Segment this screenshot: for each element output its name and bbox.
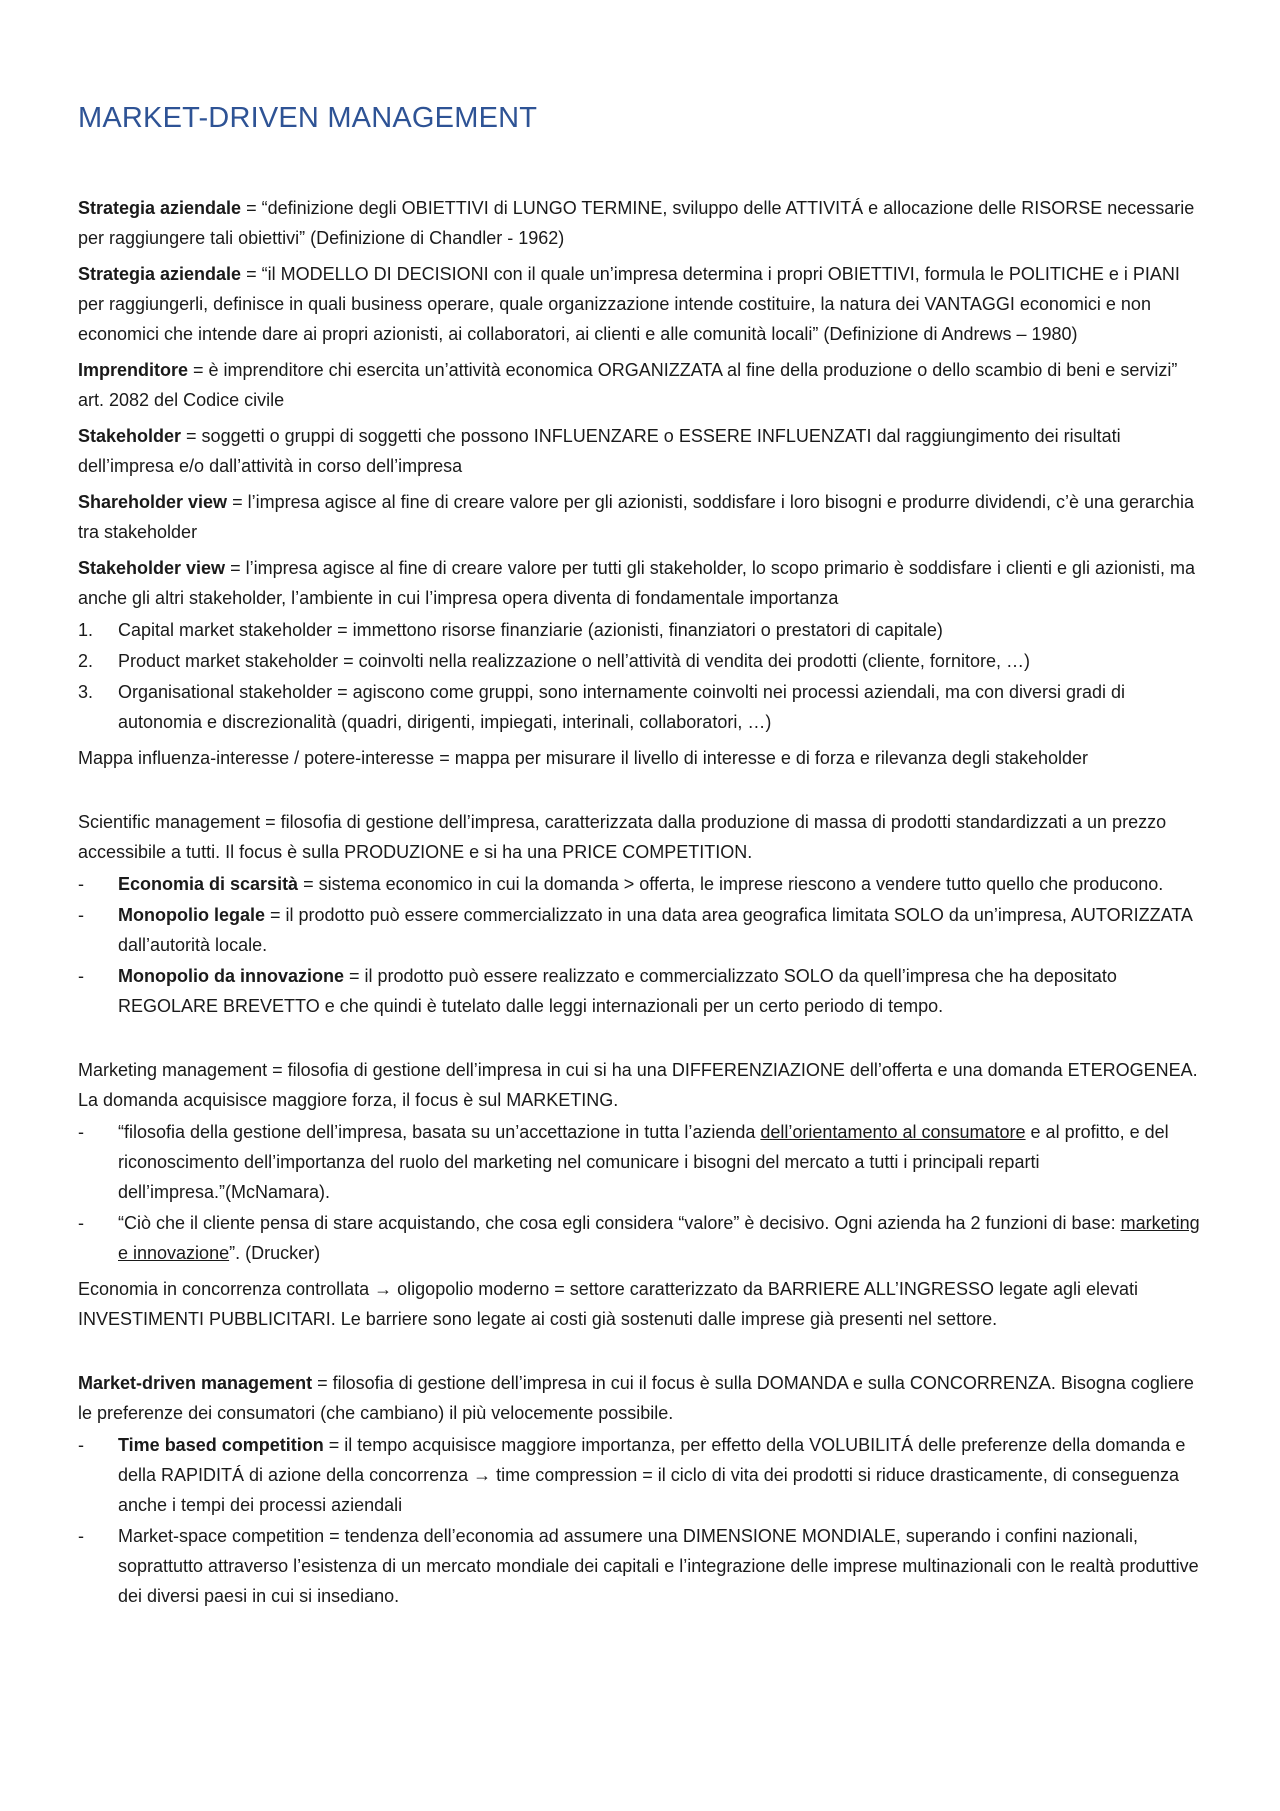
list-marker: - bbox=[78, 874, 84, 894]
section-gap bbox=[78, 779, 1204, 807]
definition-paragraph bbox=[78, 421, 1204, 481]
list-item bbox=[78, 1208, 1204, 1268]
list-item-term: Economia di scarsità bbox=[118, 874, 299, 894]
list-item-text: Product market stakeholder = coinvolti nella realizzazione o nell’attività di vendita dei prodotti (cliente, fornitore, …) bbox=[118, 651, 1030, 671]
definition-paragraph bbox=[78, 487, 1204, 547]
list-item bbox=[78, 677, 1204, 737]
market-driven-term: Market-driven management bbox=[78, 1373, 313, 1393]
list-item-text: Market-space competition = tendenza dell’economia ad assumere una DIMENSIONE MONDIALE, superando i confini nazionali, soprattutto attraverso l’esistenza di un mercato mondiale dei capitali e l’integrazione delle imprese multinazionali con le realtà produttive dei diversi paesi in cui si insediano. bbox=[118, 1526, 1199, 1606]
scientific-list bbox=[78, 869, 1204, 1021]
list-item-term: Time based competition bbox=[118, 1435, 324, 1455]
section-gap bbox=[78, 1027, 1204, 1055]
list-item bbox=[78, 1521, 1204, 1611]
list-item-text: = sistema economico in cui la domanda > offerta, le imprese riescono a vendere tutto quello che producono. bbox=[298, 874, 1164, 894]
underlined-text: dell’orientamento al consumatore bbox=[760, 1122, 1026, 1142]
scientific-intro: Scientific management = filosofia di gestione dell’impresa, caratterizzata dalla produzione di massa di prodotti standardizzati a un prezzo accessibile a tutti. Il focus è sulla PRODUZIONE e si ha una PRICE COMPETITION. bbox=[78, 812, 1167, 862]
list-item-text: = il tempo acquisisce maggiore importanza, per effetto della VOLUBILITÁ delle preferenze della domanda e della RAPIDITÁ di azione della concorrenza → time compression = il ciclo di vita dei prodotti si riduce drasticamente, di conseguenza anche i tempi dei processi aziendali bbox=[118, 1435, 1186, 1515]
definition-paragraph bbox=[78, 259, 1204, 349]
definition-text: = “definizione degli OBIETTIVI di LUNGO TERMINE, sviluppo delle ATTIVITÁ e allocazione delle RISORSE necessarie per raggiungere tali obiettivi” (Definizione di Chandler - 1962) bbox=[78, 198, 1195, 248]
mappa-paragraph: Mappa influenza-interesse / potere-interesse = mappa per misurare il livello di interesse e di forza e rilevanza degli stakeholder bbox=[78, 748, 1089, 768]
quote-text: ”. (Drucker) bbox=[229, 1243, 321, 1263]
quote-text: e al profitto, e del riconoscimento dell’importanza del ruolo del marketing nel comunicare i bisogni del mercato a tutti i principali reparti dell’impresa.”(McNamara). bbox=[118, 1122, 1169, 1202]
list-marker: 3. bbox=[78, 682, 94, 702]
list-item bbox=[78, 615, 1204, 645]
list-item bbox=[78, 1430, 1204, 1520]
list-marker: - bbox=[78, 1435, 84, 1455]
market-driven-list bbox=[78, 1430, 1204, 1611]
definition-term: Shareholder view bbox=[78, 492, 228, 512]
list-marker: 1. bbox=[78, 620, 94, 640]
definition-term: Strategia aziendale bbox=[78, 264, 242, 284]
list-item bbox=[78, 900, 1204, 960]
list-item-term: Monopolio da innovazione bbox=[118, 966, 344, 986]
definition-paragraph bbox=[78, 553, 1204, 613]
definition-text: = l’impresa agisce al fine di creare valore per tutti gli stakeholder, lo scopo primario è soddisfare i clienti e gli azionisti, ma anche gli altri stakeholder, l’ambiente in cui l’impresa opera diventa di fondamentale importanza bbox=[78, 558, 1196, 608]
definition-text: = soggetti o gruppi di soggetti che possono INFLUENZARE o ESSERE INFLUENZATI dal raggiungimento dei risultati dell’impresa e/o dall’attività in corso dell’impresa bbox=[78, 426, 1121, 476]
list-marker: 2. bbox=[78, 651, 94, 671]
page-title: MARKET-DRIVEN MANAGEMENT bbox=[78, 102, 538, 134]
list-marker: - bbox=[78, 1122, 84, 1142]
list-item bbox=[78, 869, 1204, 899]
definition-term: Stakeholder bbox=[78, 426, 182, 446]
list-item bbox=[78, 646, 1204, 676]
list-item-text: = il prodotto può essere realizzato e commercializzato SOLO da quell’impresa che ha depositato REGOLARE BREVETTO e che quindi è tutelato dalle leggi internazionali per un certo periodo di tempo. bbox=[118, 966, 1117, 1016]
marketing-quotes-list bbox=[78, 1117, 1204, 1268]
market-driven-text: = filosofia di gestione dell’impresa in cui il focus è sulla DOMANDA e sulla CONCORRENZA. Bisogna cogliere le preferenze dei consumatori (che cambiano) il più velocemente possibile. bbox=[78, 1373, 1194, 1423]
marketing-intro: Marketing management = filosofia di gestione dell’impresa in cui si ha una DIFFERENZIAZIONE dell’offerta e una domanda ETEROGENEA. La domanda acquisisce maggiore forza, il focus è sul MARKETING. bbox=[78, 1060, 1198, 1110]
list-marker: - bbox=[78, 966, 84, 986]
list-item-text: = il prodotto può essere commercializzato in una data area geografica limitata SOLO da un’impresa, AUTORIZZATA dall’autorità locale. bbox=[118, 905, 1192, 955]
definition-term: Imprenditore bbox=[78, 360, 189, 380]
list-marker: - bbox=[78, 1213, 84, 1233]
definition-text: = “il MODELLO DI DECISIONI con il quale un’impresa determina i propri OBIETTIVI, formula le POLITICHE e i PIANI per raggiungerli, definisce in quali business operare, quale organizzazione intende costituire, la natura dei VANTAGGI economici e non economici che intende dare ai propri azionisti, ai collaboratori, ai clienti e alle comunità locali” (Definizione di Andrews – 1980) bbox=[78, 264, 1180, 344]
list-marker: - bbox=[78, 1526, 84, 1546]
list-item bbox=[78, 961, 1204, 1021]
underlined-text: marketing e innovazione bbox=[118, 1213, 1200, 1263]
quote-text: “filosofia della gestione dell’impresa, basata su un’accettazione in tutta l’azienda bbox=[118, 1122, 761, 1142]
definition-text: = l’impresa agisce al fine di creare valore per gli azionisti, soddisfare i loro bisogni e produrre dividendi, c’è una gerarchia tra stakeholder bbox=[78, 492, 1195, 542]
market-driven-paragraph bbox=[78, 1368, 1204, 1428]
oligopolio-paragraph: Economia in concorrenza controllata → oligopolio moderno = settore caratterizzato da BARRIERE ALL’INGRESSO legate agli elevati INVESTIMENTI PUBBLICITARI. Le barriere sono legate ai costi già sostenuti dalle imprese già presenti nel settore. bbox=[78, 1279, 1139, 1329]
list-item-term: Monopolio legale bbox=[118, 905, 265, 925]
definition-paragraph bbox=[78, 355, 1204, 415]
list-marker: - bbox=[78, 905, 84, 925]
definition-paragraph bbox=[78, 193, 1204, 253]
quote-text: “Ciò che il cliente pensa di stare acquistando, che cosa egli considera “valore” è decisivo. Ogni azienda ha 2 funzioni di base: bbox=[118, 1213, 1121, 1233]
stakeholder-types-list bbox=[78, 615, 1204, 737]
definition-term: Strategia aziendale bbox=[78, 198, 242, 218]
list-item-text: Organisational stakeholder = agiscono come gruppi, sono internamente coinvolti nei processi aziendali, ma con diversi gradi di autonomia e discrezionalità (quadri, dirigenti, impiegati, interinali, collaboratori, …) bbox=[118, 682, 1126, 732]
definition-term: Stakeholder view bbox=[78, 558, 226, 578]
section-gap bbox=[78, 1340, 1204, 1368]
list-item-text: Capital market stakeholder = immettono risorse finanziarie (azionisti, finanziatori o prestatori di capitale) bbox=[118, 620, 943, 640]
definition-text: = è imprenditore chi esercita un’attività economica ORGANIZZATA al fine della produzione o dello scambio di beni e servizi” art. 2082 del Codice civile bbox=[78, 360, 1178, 410]
list-item bbox=[78, 1117, 1204, 1207]
